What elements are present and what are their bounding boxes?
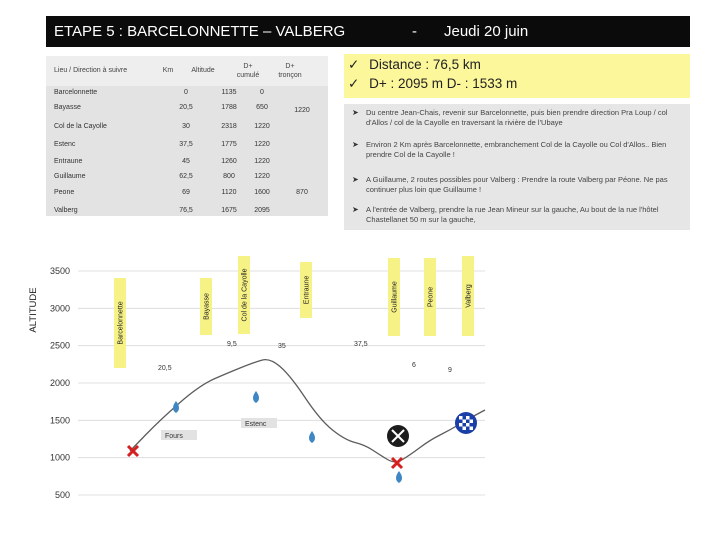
place-label: Barcelonnette <box>117 301 125 345</box>
direction-note: ➤ Environ 2 Km après Barcelonnette, embranchement Col de la Cayolle ou Col d'Allos.. Bien prendre Col de la Cayolle ! <box>352 140 667 159</box>
stage-date: Jeudi 20 juin <box>444 23 529 40</box>
table-cell-place: Guillaume <box>54 173 86 180</box>
table-cell-km: 69 <box>182 189 190 196</box>
table-cell-dplus: 650 <box>256 104 268 111</box>
table-cell-dplus: 1220 <box>254 141 270 148</box>
table-cell-place: Peone <box>54 189 75 196</box>
km-label: 37,5 <box>354 341 368 348</box>
table-header-cell: D+ cumulé <box>236 63 260 79</box>
place-label: Peone <box>427 286 435 308</box>
km-label: 9,5 <box>227 341 237 348</box>
check-icon: ✓ <box>348 57 360 72</box>
km-label: 9 <box>448 367 452 374</box>
y-tick-label: 1500 <box>49 415 70 426</box>
water-label: Estenc <box>245 421 267 428</box>
place-label: Valberg <box>465 284 473 308</box>
y-tick-label: 3000 <box>49 303 70 314</box>
place-label: Entraune <box>303 275 311 305</box>
table-cell-dplus: 1220 <box>254 173 270 180</box>
table-cell-troncon: 1220 <box>294 107 310 114</box>
finish-flag-icon <box>466 416 470 420</box>
table-cell-place: Entraune <box>54 158 83 165</box>
table-cell-km: 62,5 <box>179 173 193 180</box>
table-cell-altitude: 800 <box>223 173 235 180</box>
table-cell-altitude: 1260 <box>221 158 237 165</box>
table-cell-altitude: 1788 <box>221 104 237 111</box>
table-cell-place: Valberg <box>54 207 78 214</box>
water-drop-icon <box>253 391 259 403</box>
direction-note: ➤ A Guillaume, 2 routes possibles pour Valberg : Prendre la route Valberg par Péone. Ne pas continuer plus loin que Guillaume ! <box>352 175 668 194</box>
table-cell-dplus: 1600 <box>254 189 270 196</box>
y-tick-label: 500 <box>54 490 70 500</box>
table-cell-altitude: 1675 <box>221 207 237 214</box>
table-cell-place: Estenc <box>54 141 76 148</box>
elevation-profile-line <box>130 360 485 462</box>
finish-flag-icon <box>463 420 467 424</box>
km-label: 20,5 <box>158 365 172 372</box>
y-axis-label: ALTITUDE <box>28 287 39 333</box>
table-cell-place: Col de la Cayolle <box>54 123 107 130</box>
summary-distance: Distance : 76,5 km <box>369 57 481 72</box>
arrow-icon: ➤ <box>352 175 359 184</box>
table-cell-dplus: 1220 <box>254 123 270 130</box>
table-cell-altitude: 1775 <box>221 141 237 148</box>
water-drop-icon <box>173 401 179 413</box>
table-cell-altitude: 1120 <box>221 189 237 196</box>
table-cell-dplus: 1220 <box>254 158 270 165</box>
table-cell-altitude: 2318 <box>221 123 237 130</box>
km-label: 35 <box>278 343 286 350</box>
water-drop-icon <box>396 471 402 483</box>
direction-note: ➤ A l'entrée de Valberg, prendre la rue Jean Mineur sur la gauche, Au bout de la rue l'hôtel Chastellanet 50 m sur la gauche, <box>352 205 659 224</box>
finish-flag-icon <box>459 423 463 427</box>
water-label: Fours <box>165 433 183 440</box>
finish-flag-icon <box>470 420 474 424</box>
place-label: Guillaume <box>391 281 399 313</box>
table-cell-km: 0 <box>184 89 188 96</box>
place-label: Bayasse <box>203 293 211 320</box>
title-separator: - <box>412 23 417 40</box>
finish-flag-icon <box>459 416 463 420</box>
check-icon: ✓ <box>348 76 360 91</box>
table-header-cell: Altitude <box>191 67 215 74</box>
y-tick-label: 2000 <box>49 378 70 388</box>
table-cell-place: Barcelonnette <box>54 89 98 96</box>
table-cell-km: 20,5 <box>179 104 193 111</box>
arrow-icon: ➤ <box>352 140 359 149</box>
finish-flag-icon <box>470 427 474 431</box>
direction-note: ➤ Du centre Jean-Chais, revenir sur Barcelonnette, puis bien prendre direction Pra Loup / col d'Allos / col de la Cayolle en traversant la rivière de l'Ubaye <box>352 108 668 127</box>
table-header-cell: Km <box>162 67 174 74</box>
table-cell-km: 30 <box>182 123 190 130</box>
y-tick-label: 2500 <box>49 340 70 351</box>
y-tick-label: 1000 <box>49 452 70 463</box>
table-cell-altitude: 1135 <box>221 89 237 96</box>
arrow-icon: ➤ <box>352 108 359 117</box>
table-cell-km: 76,5 <box>179 207 193 214</box>
finish-flag-icon <box>466 423 470 427</box>
table-cell-place: Bayasse <box>54 104 81 111</box>
summary-elevation: D+ : 2095 m D- : 1533 m <box>369 76 518 91</box>
finish-flag-icon <box>463 427 467 431</box>
table-cell-dplus: 2095 <box>254 207 270 214</box>
y-tick-label: 3500 <box>49 266 70 276</box>
arrow-icon: ➤ <box>352 205 359 214</box>
place-label: Col de la Cayolle <box>241 268 249 322</box>
table-cell-km: 45 <box>182 158 190 165</box>
table-header-cell: D+ tronçon <box>278 63 302 79</box>
km-label: 6 <box>412 362 416 369</box>
table-cell-dplus: 0 <box>260 89 264 96</box>
slide-title: ETAPE 5 : BARCELONNETTE – VALBERG <box>54 23 346 40</box>
table-cell-troncon: 870 <box>296 189 308 196</box>
table-header-cell: Lieu / Direction à suivre <box>54 67 128 74</box>
water-drop-icon <box>309 431 315 443</box>
table-cell-km: 37,5 <box>179 141 193 148</box>
